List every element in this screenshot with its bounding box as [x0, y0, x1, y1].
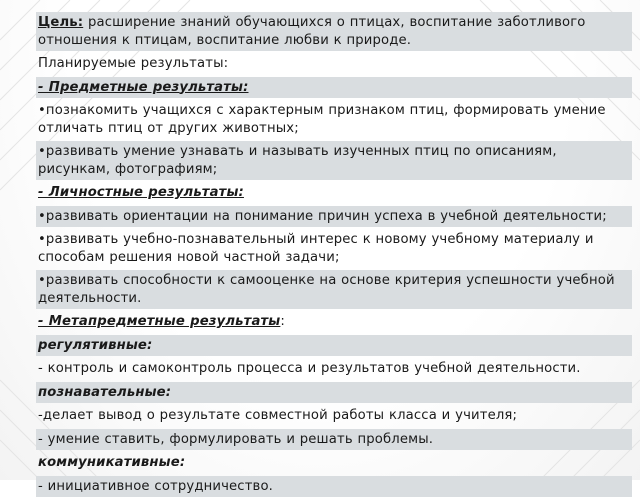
personal-results-heading [36, 182, 632, 204]
subject-item: •познакомить учащихся с характерным признаком птиц, формировать умение отличать птиц от других животных; [38, 103, 606, 136]
personal-item: •развивать учебно-познавательный интерес к новому учебному материалу и способам решения новой частной задачи; [38, 232, 594, 265]
regulatory-item: - контроль и самоконтроль процесса и результатов учебной деятельности. [38, 361, 581, 376]
subject-heading-text: - Предметные результаты: [38, 79, 249, 95]
personal-item: •развивать ориентации на понимание причин успеха в учебной деятельности; [36, 206, 632, 228]
regulatory-label: регулятивные: [36, 335, 632, 357]
personal-heading-text: - Личностные результаты: [38, 185, 244, 200]
cognitive-label: познавательные: [36, 382, 632, 404]
lesson-objectives [36, 12, 632, 499]
personal-item: •развивать способности к самооценке на основе критерия успешности учебной деятельности. [36, 270, 632, 309]
communicative-item: - инициативное сотрудничество. [36, 476, 632, 498]
communicative-label: коммуникативные: [38, 455, 186, 470]
subject-results-heading [36, 77, 632, 99]
cognitive-item: -делает вывод о результате совместной работы класса и учителя; [38, 408, 518, 423]
meta-heading-text: - Метапредметные результаты [38, 314, 281, 329]
meta-heading-suffix: : [280, 314, 285, 329]
cognitive-item: - умение ставить, формулировать и решать проблемы. [36, 429, 632, 451]
goal-label: Цель: [38, 15, 84, 30]
planned-results-title: Планируемые результаты: [38, 56, 229, 71]
goal-text: расширение знаний обучающихся о птицах, воспитание заботливого отношения к птицам, воспитание любви к природе. [38, 15, 586, 48]
meta-results-heading [36, 311, 632, 333]
goal-row [36, 12, 632, 51]
subject-item: •развивать умение узнавать и называть изученных птиц по описаниям, рисункам, фотографиям; [36, 141, 632, 180]
